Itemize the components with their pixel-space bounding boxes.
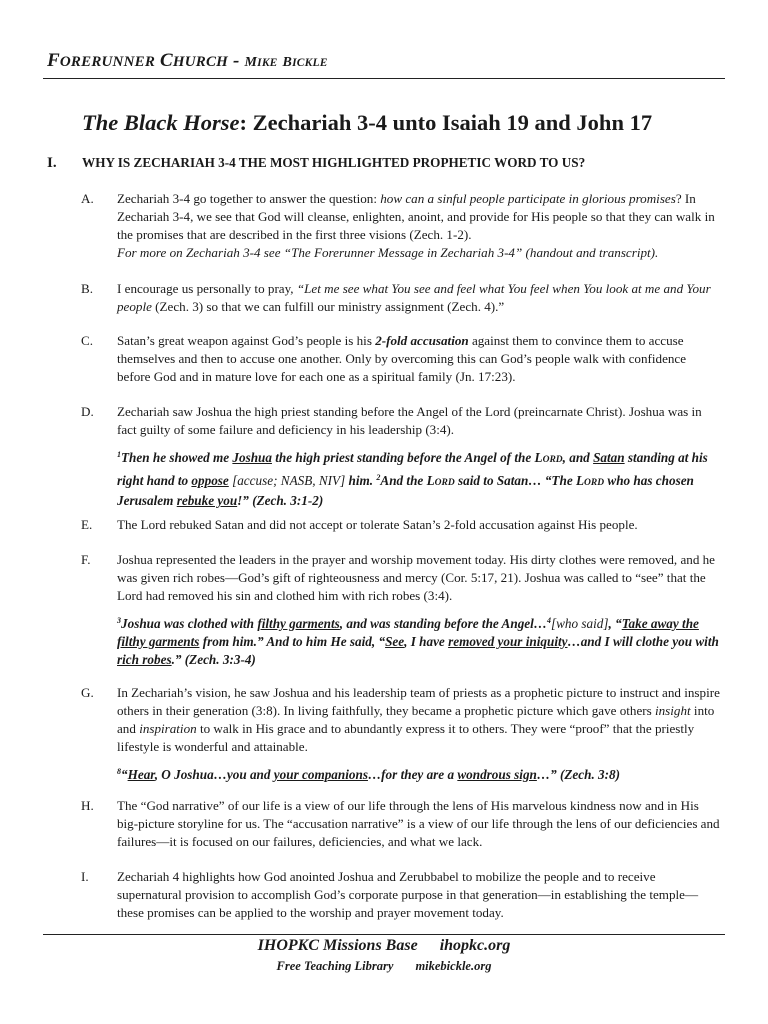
quote-text: See: [385, 634, 405, 649]
scripture-quote: [117, 446, 723, 510]
verse-number: 2: [376, 473, 381, 482]
quote-text: said to Satan… “The: [454, 473, 576, 488]
item-text: Zechariah 3-4 go together to answer the question:: [117, 191, 381, 206]
item-text: [117, 332, 721, 386]
quote-text: [who said]: [551, 616, 609, 631]
item-text: against them to convince them to accuse themselves and then to accuse one another. Only by overcoming this can God’s people walk with confidence before God and in mature love for each one as a spiritual family (Jn. 17:23).: [117, 333, 687, 384]
item-text: [117, 684, 721, 756]
section-number: I.: [47, 155, 57, 171]
item-text: (Zech. 3) so that we can fulfill our ministry assignment (Zech. 4).”: [151, 299, 505, 314]
footer-line-1: [0, 937, 768, 955]
item-letter: C.: [81, 333, 94, 348]
item-text: Joshua represented the leaders in the prayer and worship movement today. His dirty clothes were removed, and he was given rich robes—God’s gift of righteousness and mercy (Cor. 5:17, 21). Joshua was called to “see” that the Lord had removed his sin and clothed him with rich robes (3:4).: [117, 552, 715, 603]
quote-text: from him.” And to him He said, “: [199, 634, 386, 649]
item-text: into and: [117, 703, 715, 736]
header-text: F: [47, 50, 60, 71]
quote-text: …for they are a: [367, 767, 458, 782]
footer-rule: [43, 934, 725, 935]
header-text: B: [282, 55, 293, 70]
quote-text: , I have: [404, 634, 449, 649]
quote-text: L: [534, 450, 543, 465]
quote-text: ORD: [584, 478, 605, 488]
quote-text: ORD: [542, 455, 563, 465]
footer-link[interactable]: mikebickle.org: [415, 959, 492, 973]
quote-text: who has chosen Jerusalem: [117, 473, 694, 508]
quote-text: filthy garments: [257, 616, 340, 631]
header-text: ORERUNNER: [59, 54, 156, 70]
quote-text: And the: [380, 473, 427, 488]
item-text: how can a sinful people participate in glorious promises: [380, 191, 676, 206]
item-text: The Lord rebuked Satan and did not accept or tolerate Satan’s 2-fold accusation against His people.: [117, 517, 638, 532]
quote-text: ORD: [434, 478, 455, 488]
item-text: For more on Zechariah 3-4 see “The Forerunner Message in Zechariah 3-4” (handout and transcript).: [117, 245, 659, 260]
list-item: [81, 332, 721, 386]
quote-text: !” (Zech. 3:1-2): [237, 493, 324, 508]
list-item: [81, 280, 721, 316]
scripture-quote: [117, 612, 723, 669]
quote-text: , and: [562, 450, 594, 465]
title-text: The Black Horse: [82, 110, 240, 135]
item-letter: A.: [81, 191, 94, 206]
verse-number: 3: [117, 616, 121, 625]
section-heading: [47, 155, 585, 172]
item-text: to walk in His grace and to abundantly express it to others. They were “proof” that the priestly lifestyle is wonderful and attainable.: [117, 721, 695, 754]
header-text: M: [244, 55, 258, 70]
item-text: Satan’s great weapon against God’s people is his: [117, 333, 376, 348]
quote-text: L: [575, 473, 585, 488]
quote-text: rich robes: [117, 652, 172, 667]
quote-text: wondrous sign: [457, 767, 537, 782]
section-heading-text: WHY IS ZECHARIAH 3-4 THE MOST HIGHLIGHTED PROPHETIC WORD TO US?: [82, 155, 586, 170]
quote-text: …” (Zech. 3:8): [536, 767, 621, 782]
scripture-quote: [117, 763, 723, 784]
list-item: [81, 403, 721, 439]
quote-text: Joshua: [232, 450, 272, 465]
quote-text: L: [426, 473, 435, 488]
quote-text: , and was standing before the Angel…: [339, 616, 547, 631]
item-text: The “God narrative” of our life is a view of our life through the lens of His marvelous kindness now and in His big-picture storyline for us. The “accusation narrative” is a view of our life through the lens of our deficiencies and failures—it is focused on our failures, deficiencies, and what we lack.: [117, 798, 720, 849]
quote-text: Hear: [127, 767, 155, 782]
list-item: [81, 797, 721, 851]
item-text: Zechariah saw Joshua the high priest standing before the Angel of the Lord (preincarnate Christ). Joshua was in fact guilty of some failure and deficiency in his leadership (3:4).: [117, 404, 702, 437]
header-text: HURCH: [172, 54, 229, 70]
quote-text: rebuke you: [176, 493, 238, 508]
item-letter: B.: [81, 281, 94, 296]
header-text: ICKLE: [292, 57, 328, 69]
item-text: 2-fold accusation: [375, 333, 469, 348]
quote-text: standing at his right hand to: [117, 450, 708, 488]
list-item: [81, 684, 721, 756]
item-text: In Zechariah’s vision, he saw Joshua and his leadership team of priests as a prophetic picture to instruct and inspire others in their generation (3:8). In living faithfully, they became a prophetic picture which gave others: [117, 685, 720, 718]
quote-text: the high priest standing before the Angel of the: [271, 450, 535, 465]
header-text: C: [159, 50, 173, 71]
item-letter: E.: [81, 517, 93, 532]
item-text: [117, 280, 721, 316]
quote-text: …and I will clothe you with: [567, 634, 719, 649]
quote-text: Joshua was clothed with: [121, 616, 258, 631]
page-title: [82, 110, 652, 136]
header-text: IKE: [257, 57, 278, 69]
quote-text: “: [121, 767, 128, 782]
footer-link[interactable]: ihopkc.org: [439, 937, 511, 954]
item-text: I encourage us personally to pray,: [117, 281, 297, 296]
item-text: insight: [655, 703, 691, 718]
quote-text: him.: [345, 473, 377, 488]
footer-library: Free Teaching Library: [276, 959, 394, 973]
title-text: : Zechariah 3-4 unto Isaiah 19 and John 17: [239, 110, 653, 135]
list-item: [81, 868, 721, 922]
quote-text: removed your iniquity: [448, 634, 568, 649]
item-letter: G.: [81, 685, 94, 700]
quote-text: oppose: [191, 473, 229, 488]
item-letter: F.: [81, 552, 91, 567]
item-letter: D.: [81, 404, 94, 419]
list-item: [81, 190, 721, 262]
quote-text: Satan: [593, 450, 625, 465]
verse-number: 8: [117, 767, 121, 776]
quote-text: Take away the filthy garments: [117, 616, 699, 649]
quote-text: your companions: [273, 767, 368, 782]
item-text: ? In Zechariah 3-4, we see that God will cleanse, enlighten, anoint, and provide for His people so that they can walk in the promises that are described in the first three visions (Zech. 1-2).: [117, 191, 715, 242]
quote-text: , O Joshua…you and: [154, 767, 274, 782]
page-header: [47, 50, 328, 72]
quote-text: , “: [608, 616, 622, 631]
list-item: [81, 551, 721, 605]
footer-line-2: [0, 959, 768, 974]
item-text: [117, 190, 721, 262]
footer-org: IHOPKC Missions Base: [257, 937, 418, 954]
item-text: inspiration: [139, 721, 197, 736]
item-letter: H.: [81, 798, 94, 813]
item-text: Zechariah 4 highlights how God anointed Joshua and Zerubbabel to mobilize the people and to receive supernatural provision to accomplish God’s corporate purpose in that generation—in establishing the temple—these promises can be applied to the worship and prayer movement today.: [117, 869, 699, 920]
item-text: “Let me see what You see and feel what You feel when You look at me and Your people: [117, 281, 711, 314]
verse-number: 4: [547, 616, 551, 625]
header-rule: [43, 78, 725, 79]
item-letter: I.: [81, 869, 89, 884]
list-item: [81, 516, 721, 534]
quote-text: .” (Zech. 3:3-4): [171, 652, 256, 667]
quote-text: Then he showed me: [121, 450, 233, 465]
quote-text: [accuse; NASB, NIV]: [228, 473, 346, 488]
verse-number: 1: [117, 450, 121, 459]
header-text: -: [228, 50, 245, 71]
